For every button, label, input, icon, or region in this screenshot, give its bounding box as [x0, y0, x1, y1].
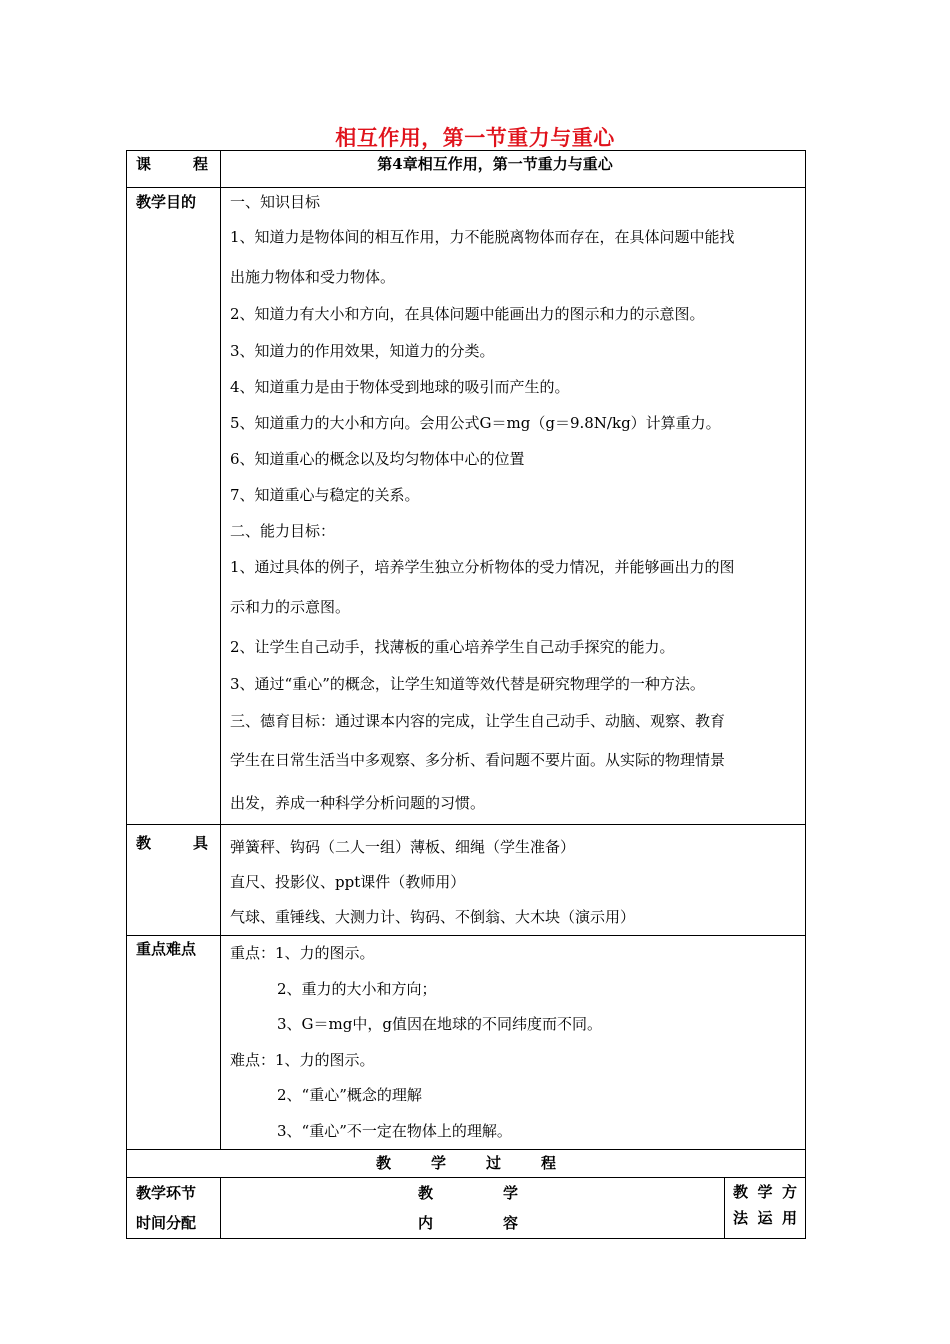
keypoint-line-6: 3、“重心”不一定在物体上的理解。 [277, 1121, 512, 1140]
tools-line-2: 直尺、投影仪、ppt课件（教师用） [230, 873, 466, 891]
objective-line-5: 3、知道力的作用效果，知道力的分类。 [230, 342, 495, 360]
objective-line-8: 6、知道重心的概念以及均匀物体中心的位置 [230, 450, 525, 468]
course-label-char-1: 课 [136, 155, 152, 173]
keypoints-label-text: 重点难点 [136, 940, 197, 958]
objectives-row [127, 188, 806, 825]
tools-lines [221, 825, 805, 935]
objective-line-7: 5、知道重力的大小和方向。会用公式G＝mg（g＝9.8N/kg）计算重力。 [230, 414, 721, 432]
course-row [127, 151, 806, 188]
objective-line-3: 出施力物体和受力物体。 [230, 268, 396, 286]
method-header-char-3: 方 [782, 1183, 798, 1201]
tools-label-char-2: 具 [192, 834, 208, 852]
method-header-char-1: 教 [733, 1183, 749, 1201]
lesson-plan-table [126, 150, 806, 1239]
method-header-line-2 [733, 1205, 797, 1231]
tools-line-1: 弹簧秤、钩码（二人一组）薄板、细绳（学生准备） [230, 838, 576, 856]
keypoints-lines [221, 936, 805, 1149]
objective-line-4: 2、知道力有大小和方向，在具体问题中能画出力的图示和力的示意图。 [230, 305, 705, 323]
objectives-label [127, 188, 221, 825]
course-label [127, 151, 221, 188]
keypoints-content [221, 936, 806, 1150]
objective-line-1: 一、知识目标 [230, 193, 321, 211]
keypoint-line-3: 3、G＝mg中，g值因在地球的不同纬度而不同。 [277, 1015, 602, 1033]
method-header-char-4: 法 [733, 1209, 749, 1227]
process-title [376, 1150, 556, 1176]
time-header: 时间分配 [136, 1214, 197, 1232]
process-header [127, 1150, 806, 1178]
process-row [127, 1150, 806, 1178]
objective-line-11: 1、通过具体的例子，培养学生独立分析物体的受力情况，并能够画出力的图 [230, 558, 735, 576]
stage-header: 教学环节 [136, 1184, 197, 1202]
objective-line-6: 4、知道重力是由于物体受到地球的吸引而产生的。 [230, 378, 570, 396]
tools-label-char-1: 教 [136, 834, 152, 852]
method-header-line-1 [733, 1179, 797, 1205]
course-value [221, 151, 806, 188]
method-header-char-5: 运 [757, 1209, 773, 1227]
process-char-4: 程 [540, 1154, 556, 1172]
objective-line-14: 3、通过“重心”的概念，让学生知道等效代替是研究物理学的一种方法。 [230, 675, 705, 693]
objectives-content [221, 188, 806, 825]
page-title: 相互作用，第一节重力与重心 [335, 125, 615, 150]
content-header-char-3: 内 [418, 1214, 434, 1232]
objective-line-13: 2、让学生自己动手，找薄板的重心培养学生自己动手探究的能力。 [230, 638, 675, 656]
objective-line-12: 示和力的示意图。 [230, 598, 351, 616]
objective-line-9: 7、知道重心与稳定的关系。 [230, 486, 420, 504]
objectives-lines [221, 188, 805, 824]
method-header-char-2: 学 [757, 1183, 773, 1201]
objective-line-2: 1、知道力是物体间的相互作用，力不能脱离物体而存在，在具体问题中能找 [230, 228, 735, 246]
process-header-row [127, 1178, 806, 1239]
objective-line-15: 三、德育目标：通过课本内容的完成，让学生自己动手、动脑、观察、教育 [230, 712, 726, 730]
tools-content [221, 825, 806, 936]
tools-row [127, 825, 806, 936]
course-title: 第4章相互作用，第一节重力与重心 [377, 155, 613, 173]
objective-line-17: 出发，养成一种科学分析问题的习惯。 [230, 794, 486, 812]
content-header-char-2: 学 [502, 1184, 518, 1202]
objectives-label-text: 教学目的 [136, 193, 197, 211]
content-header-line-2 [418, 1208, 518, 1238]
keypoint-line-1: 重点：1、力的图示。 [230, 944, 375, 962]
content-header [221, 1178, 725, 1239]
method-header [725, 1178, 806, 1239]
keypoint-line-2: 2、重力的大小和方向； [277, 979, 437, 998]
keypoint-line-5: 2、“重心”概念的理解 [277, 1086, 422, 1104]
keypoint-line-4: 难点：1、力的图示。 [230, 1050, 375, 1069]
tools-line-3: 气球、重锤线、大测力计、钩码、不倒翁、大木块（演示用） [230, 908, 636, 926]
process-char-1: 教 [376, 1154, 392, 1172]
method-header-char-6: 用 [782, 1209, 798, 1227]
objective-line-10: 二、能力目标： [230, 522, 336, 540]
tools-label [127, 825, 221, 936]
keypoints-row [127, 936, 806, 1150]
stage-time-header [127, 1178, 221, 1239]
content-header-char-4: 容 [502, 1214, 518, 1232]
process-char-3: 过 [485, 1154, 501, 1172]
objective-line-16: 学生在日常生活当中多观察、多分析、看问题不要片面。从实际的物理情景 [230, 751, 726, 769]
course-label-char-2: 程 [192, 155, 208, 173]
process-char-2: 学 [430, 1154, 446, 1172]
keypoints-label [127, 936, 221, 1150]
content-header-char-1: 教 [418, 1184, 434, 1202]
content-header-line-1 [418, 1178, 518, 1208]
